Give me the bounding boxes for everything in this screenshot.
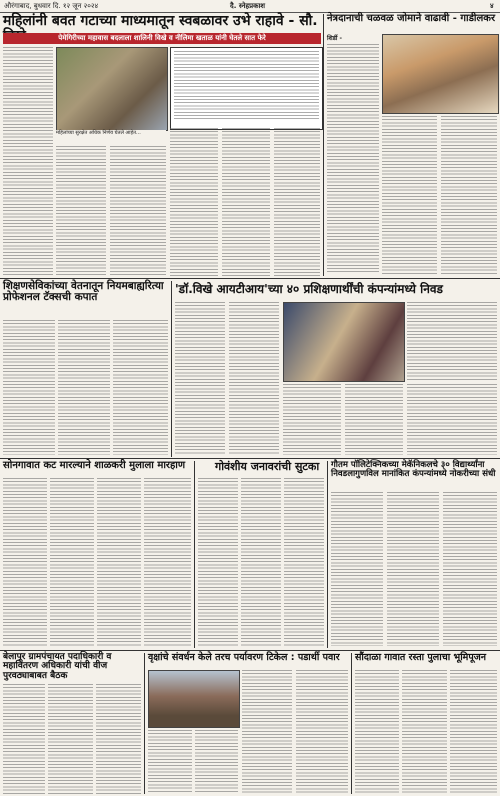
- body-text: [3, 47, 53, 277]
- body-text: [144, 478, 191, 646]
- women-group-photo: [56, 47, 168, 131]
- body-text: [50, 478, 94, 646]
- body-text: [97, 478, 141, 646]
- paper-name: दै. स्नेहप्रकाश: [230, 2, 266, 10]
- body-text: [56, 146, 106, 276]
- column-rule: [194, 461, 195, 648]
- body-text: [327, 44, 379, 274]
- column-rule: [323, 14, 324, 276]
- headline-nethadi: नेत्रदानाची चळवळ जोमाने वाढावी - गाडीलकर: [327, 13, 496, 24]
- body-text: [3, 684, 45, 794]
- body-text: [407, 384, 497, 455]
- body-text: [170, 128, 218, 276]
- headline-gonvansh: गोवंशीय जनावरांची सुटका: [215, 460, 320, 473]
- body-text: [441, 116, 497, 274]
- page-header: [0, 0, 500, 13]
- callout-text: [174, 51, 319, 119]
- body-text: [345, 384, 403, 455]
- body-text: [3, 320, 55, 455]
- body-text: [407, 302, 497, 380]
- body-text: [148, 730, 192, 794]
- body-text: [450, 670, 497, 794]
- callout-box: [170, 47, 323, 130]
- subhead-women: पेमेगिरीच्या महावास बदलाला शालिनी विखे व नीलिमा खताळ यांनी घेतले सात फेरे: [3, 33, 321, 44]
- headline-belapur: बेलापूर ग्रामपंचायत पदाधिकारी व महावितरण अधिकारी यांची वीज पुरवठ्याबाबत बैठक: [3, 652, 112, 681]
- body-text: [274, 128, 320, 276]
- headline-women: महिलांनी बवत गटाच्या माध्यमातून स्वबळावर उभे राहावे - सौ.: [3, 13, 318, 29]
- body-text: [58, 320, 110, 455]
- body-text: [387, 492, 439, 646]
- column-rule: [351, 653, 352, 794]
- eye-camp-photo: [382, 34, 499, 114]
- body-text: [110, 146, 166, 276]
- photo-caption: महिलांच्या सुरक्षेत अधिक निर्णय घेतले आहेत...: [56, 130, 166, 142]
- headline-iti: 'डॉ.विखे आयटीआय'च्या ४० प्रशिक्षणार्थींची कंपन्यांमध्ये निवड: [175, 282, 443, 296]
- trainees-photo: [283, 302, 405, 382]
- body-text: [296, 670, 348, 794]
- body-text: [382, 116, 437, 274]
- body-text: [331, 492, 383, 646]
- section-rule: [0, 650, 500, 651]
- body-text: [175, 302, 225, 455]
- column-rule: [171, 281, 172, 457]
- body-text: [284, 478, 324, 646]
- body-text: [241, 478, 281, 646]
- headline-trees: वृक्षांचे संवर्धन केले तरच पर्यावरण टिकेल : पडार्थी पवार: [148, 652, 340, 663]
- body-text: [222, 128, 270, 276]
- headline-gautam: गौतम पॉलिटेक्निकच्या मेकॅनिकलचे ३० विद्यार्थ्यांना निवडलागुणविल मानांकित कंपन्यांमध्ये नोकरीच्या संधी: [331, 460, 496, 479]
- body-text: [355, 670, 399, 794]
- dateline: शिर्डी -: [327, 35, 342, 42]
- body-text: [229, 302, 279, 455]
- body-text: [3, 478, 47, 646]
- section-rule: [0, 458, 500, 459]
- body-text: [113, 320, 168, 455]
- body-text: [283, 384, 341, 455]
- headline-bridge: सौंदाळा गावात रस्ता पुलाचा भूमिपूजन: [355, 652, 487, 663]
- headline-sonagaon: सोनगावात कट मारल्याने शाळकरी मुलाला मारहाण: [3, 460, 186, 471]
- body-text: [402, 670, 447, 794]
- body-text: [443, 492, 497, 646]
- column-rule: [144, 653, 145, 794]
- body-text: [195, 730, 238, 794]
- body-text: [242, 670, 292, 794]
- tree-plantation-photo: [148, 670, 240, 728]
- date-line: औरंगाबाद, बुधवार दि. १२ जून २०२४: [4, 2, 99, 10]
- section-rule: [0, 278, 500, 279]
- body-text: [48, 684, 93, 794]
- headline-teachers: शिक्षणसेविकांच्या वेतनातून नियमबाह्यरित्या प्रोफेशनल टॅक्सची कपात: [3, 280, 164, 304]
- column-rule: [327, 461, 328, 648]
- body-text: [96, 684, 141, 794]
- body-text: [198, 478, 238, 646]
- page-number: ४: [490, 2, 494, 10]
